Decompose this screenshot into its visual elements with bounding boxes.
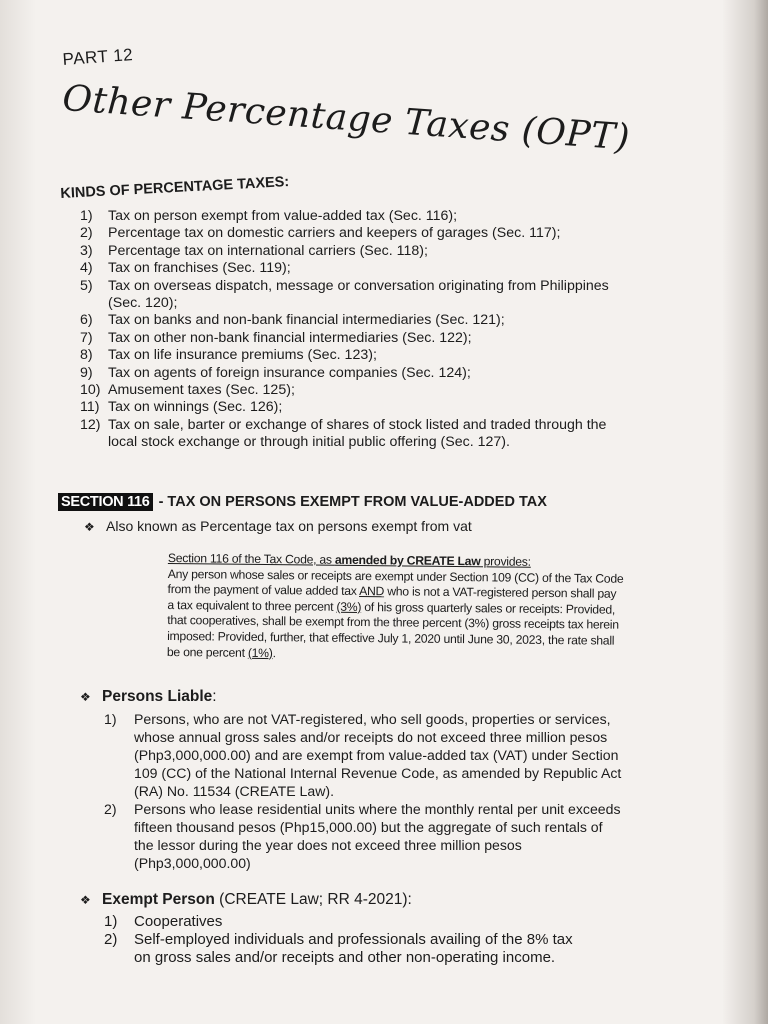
list-item-text: local stock exchange or through initial public offering (Sec. 127). [108, 434, 510, 451]
list-item [104, 913, 664, 931]
diamond-bullet-icon: ❖ [80, 690, 91, 704]
quote-line: imposed: Provided, further, that effective July 1, 2020 until June 30, 2023, the rate shall [167, 628, 615, 648]
diamond-bullet-icon: ❖ [84, 520, 95, 534]
list-item-text: the lessor during the year does not exceed three million pesos [134, 837, 522, 853]
list-item [80, 312, 670, 329]
list-item [80, 278, 670, 313]
list-number: 7) [80, 329, 93, 346]
list-item [80, 347, 670, 364]
list-item-text: Persons who lease residential units where the monthly rental per unit exceeds [134, 801, 621, 817]
list-item [80, 417, 670, 452]
list-number: 4) [80, 260, 93, 277]
kinds-heading: KINDS OF PERCENTAGE TAXES: [60, 174, 290, 202]
exempt-person-ref: (CREATE Law; RR 4-2021): [214, 891, 412, 908]
list-item-text: whose annual gross sales and/or receipts do not exceed three million pesos [134, 729, 608, 745]
list-number: 12) [80, 416, 101, 433]
persons-liable-list [104, 710, 664, 872]
list-item-text: (RA) No. 11534 (CREATE Law). [134, 783, 334, 799]
aka-line [84, 518, 472, 534]
list-item [104, 800, 664, 872]
page-edge-right [722, 0, 768, 1024]
quote-line: from the payment of value added tax AND who is not a VAT-registered person shall pay [167, 582, 617, 601]
list-item-text: Percentage tax on international carriers (Sec. 118); [108, 242, 428, 259]
list-item-text: Self-employed individuals and professionals availing of the 8% tax [134, 931, 573, 948]
quote-line: Any person whose sales or receipts are exempt under Section 109 (CC) of the Tax Code [167, 566, 624, 586]
list-number: 8) [80, 347, 93, 364]
list-item-text: on gross sales and/or receipts and other non-operating income. [134, 949, 556, 966]
list-item-text: Tax on winnings (Sec. 126); [108, 399, 283, 416]
list-item-text: Tax on other non-bank financial intermediaries (Sec. 122); [108, 329, 472, 346]
list-item-text: Tax on banks and non-bank financial intermediaries (Sec. 121); [108, 312, 505, 329]
list-item-text: Tax on franchises (Sec. 119); [108, 260, 291, 277]
list-number: 1) [104, 913, 118, 930]
law-quote-box [167, 551, 654, 665]
list-item-text: (Php3,000,000.00) [134, 855, 251, 871]
list-item-text: Amusement taxes (Sec. 125); [108, 382, 295, 399]
list-number: 3) [80, 242, 93, 259]
diamond-bullet-icon: ❖ [80, 893, 91, 907]
part-label: PART 12 [62, 45, 134, 69]
persons-liable-label: Persons Liable [102, 688, 213, 705]
list-item [104, 931, 664, 967]
list-number: 1) [80, 208, 93, 224]
list-item-text: Persons, who are not VAT-registered, who sell goods, properties or services, [134, 711, 611, 727]
list-number: 9) [80, 364, 93, 381]
list-item [80, 225, 670, 242]
list-number: 2) [104, 801, 117, 817]
list-number: 10) [80, 382, 101, 399]
list-item [80, 243, 670, 260]
page-edge-left [0, 0, 36, 1024]
list-item [80, 365, 670, 382]
list-item-text: Tax on agents of foreign insurance companies (Sec. 124); [108, 364, 471, 381]
quote-line: be one percent (1%). [166, 644, 276, 660]
list-item-text: Tax on overseas dispatch, message or conversation originating from Philippines [108, 277, 609, 294]
list-item [80, 382, 670, 399]
quote-line: that cooperatives, shall be exempt from the three percent (3%) gross receipts tax herein [167, 613, 619, 633]
list-number: 1) [104, 711, 117, 727]
list-number: 6) [80, 312, 93, 329]
page-title: Other Percentage Taxes (OPT) [61, 78, 632, 159]
exempt-person-heading [80, 891, 412, 909]
list-item-text: Tax on sale, barter or exchange of shares of stock listed and traded through the [108, 416, 607, 433]
section-tag: SECTION 116 [58, 493, 153, 511]
list-item-text: fifteen thousand pesos (Php15,000.00) but the aggregate of such rentals of [134, 819, 603, 835]
list-item [80, 260, 670, 277]
list-item-text: Percentage tax on domestic carriers and keepers of garages (Sec. 117); [108, 225, 561, 242]
exempt-person-label: Exempt Person [102, 891, 215, 908]
section-116-heading [58, 494, 547, 510]
list-number: 5) [80, 277, 93, 294]
list-item-text: Tax on person exempt from value-added tax (Sec. 116); [108, 208, 458, 224]
list-item-text: Cooperatives [134, 913, 223, 930]
list-number: 11) [80, 399, 100, 416]
aka-text: Also known as Percentage tax on persons exempt from vat [106, 518, 472, 534]
list-item [80, 330, 670, 347]
list-item [80, 399, 670, 416]
list-item [80, 208, 670, 225]
quote-intro: Section 116 of the Tax Code, as amended by CREATE Law provides: [167, 551, 531, 569]
list-item-text: (Sec. 120); [108, 295, 178, 312]
section-title: - TAX ON PERSONS EXEMPT FROM VALUE-ADDED TAX [158, 494, 547, 510]
exempt-person-list [104, 913, 664, 967]
list-item-text: 109 (CC) of the National Internal Revenue Code, as amended by Republic Act [134, 765, 622, 781]
list-item [104, 710, 664, 800]
list-item-text: Tax on life insurance premiums (Sec. 123); [108, 347, 377, 364]
kinds-list [80, 208, 670, 452]
list-number: 2) [80, 225, 93, 242]
list-number: 2) [104, 931, 118, 948]
list-item-text: (Php3,000,000.00) and are exempt from value-added tax (VAT) under Section [134, 747, 619, 763]
persons-liable-heading: ❖ Persons Liable: [80, 688, 217, 705]
quote-line: a tax equivalent to three percent (3%) of his gross quarterly sales or receipts: Provided, [167, 597, 616, 617]
